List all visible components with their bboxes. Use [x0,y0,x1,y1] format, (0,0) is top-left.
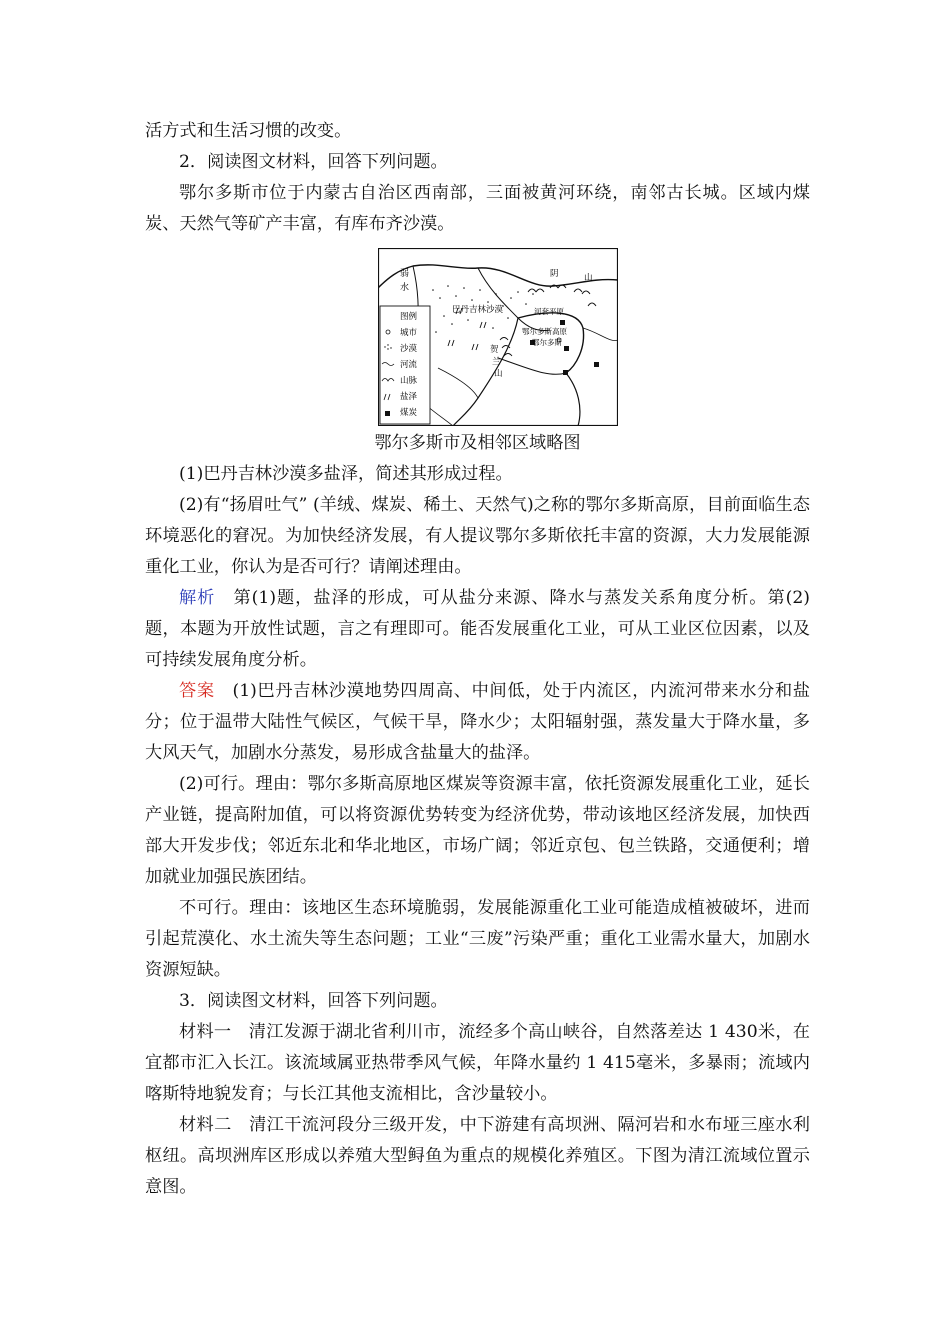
legend-coal-icon [385,411,390,416]
map-svg [378,248,618,426]
legend-label-salt: 盐泽 [400,392,418,402]
legend-label-desert: 沙漠 [400,344,418,354]
label-yin-1: 阴 [550,269,559,279]
label-ordos-plateau: 鄂尔多斯高原 [522,327,567,336]
question-2-intro: 鄂尔多斯市位于内蒙古自治区西南部，三面被黄河环绕，南邻古长城。区域内煤炭、天然气等矿产丰富，有库布齐沙漠。 [145,183,810,234]
label-ruoshui-1: 弱 [400,269,410,279]
analysis-text: 第(1)题，盐泽的形成，可从盐分来源、降水与蒸发关系角度分析。第(2)题，本题为开放性试题，言之有理即可。能否发展重化工业，可从工业区位因素，以及可持续发展角度分析。 [145,588,810,670]
analysis-paragraph [145,583,810,676]
sub-question-2: (2)有“扬眉吐气” (羊绒、煤炭、稀土、天然气)之称的鄂尔多斯高原，目前面临生态环境恶化的窘况。为加快经济发展，有人提议鄂尔多斯依托丰富的资源，大力发展能源重化工业，你认为是否可行？请阐述理由。 [145,495,810,577]
legend-label-mountain: 山脉 [400,376,418,386]
legend-label-city: 城市 [400,328,418,338]
answer-text: (1)巴丹吉林沙漠地势四周高、中间低，处于内流区，内流河带来水分和盐分；位于温带大陆性气候区，气候干旱，降水少；太阳辐射强，蒸发量大于降水量，多大风天气，加剧水分蒸发，易形成含盐量大的盐泽。 [145,681,810,763]
question-3-heading: 3．阅读图文材料，回答下列问题。 [179,991,448,1011]
label-hetao-plain: 河套平原 [534,307,564,316]
label-helan-3: 山 [494,369,503,379]
sub-question-1: (1)巴丹吉林沙漠多盐泽，简述其形成过程。 [179,464,513,484]
answer-2-infeasible: 不可行。理由：该地区生态环境脆弱，发展能源重化工业可能造成植被破坏，进而引起荒漠化、水土流失等生态问题；工业“三废”污染严重；重化工业需水量大，加剧水资源短缺。 [145,898,810,980]
analysis-label: 解析 [179,588,216,608]
label-badain-jaran: 巴丹吉林沙漠 [452,305,504,315]
label-ruoshui-2: 水 [400,283,410,293]
label-helan-1: 贺 [490,345,499,355]
material-2: 材料二 清江干流河段分三级开发，中下游建有高坝洲、隔河岩和水布垭三座水利枢纽。高坝洲库区形成以养殖大型鲟鱼为重点的规模化养殖区。下图为清江流域位置示意图。 [145,1115,810,1197]
material-1: 材料一 清江发源于湖北省利川市，流经多个高山峡谷，自然落差达 1 430米，在宜都市汇入长江。该流域属亚热带季风气候，年降水量约 1 415毫米，多暴雨；流域内喀斯特地貌发育；与长江其他支流相比，含沙量较小。 [145,1022,810,1104]
label-helan-2: 兰 [492,357,501,367]
legend-label-river: 河流 [400,360,418,370]
label-yin-2: 山 [584,273,593,283]
question-2-heading: 2．阅读图文材料，回答下列问题。 [179,152,448,172]
answer-paragraph [145,676,810,769]
answer-2-feasible: (2)可行。理由：鄂尔多斯高原地区煤炭等资源丰富，依托资源发展重化工业，延长产业链，提高附加值，可以将资源优势转变为经济优势，带动该地区经济发展，加快西部大开发步伐；邻近东北和华北地区，市场广阔；邻近京包、包兰铁路，交通便利；增加就业加强民族团结。 [145,774,810,887]
legend-label-coal: 煤炭 [400,408,418,418]
paragraph-continuation: 活方式和生活习惯的改变。 [145,121,352,141]
answer-label: 答案 [179,681,215,701]
legend-title: 图例 [400,312,418,322]
map-caption: 鄂尔多斯市及相邻区域略图 [374,433,581,453]
label-ordos-city: 鄂尔多斯 [532,338,562,347]
ordos-region-map [378,248,618,426]
